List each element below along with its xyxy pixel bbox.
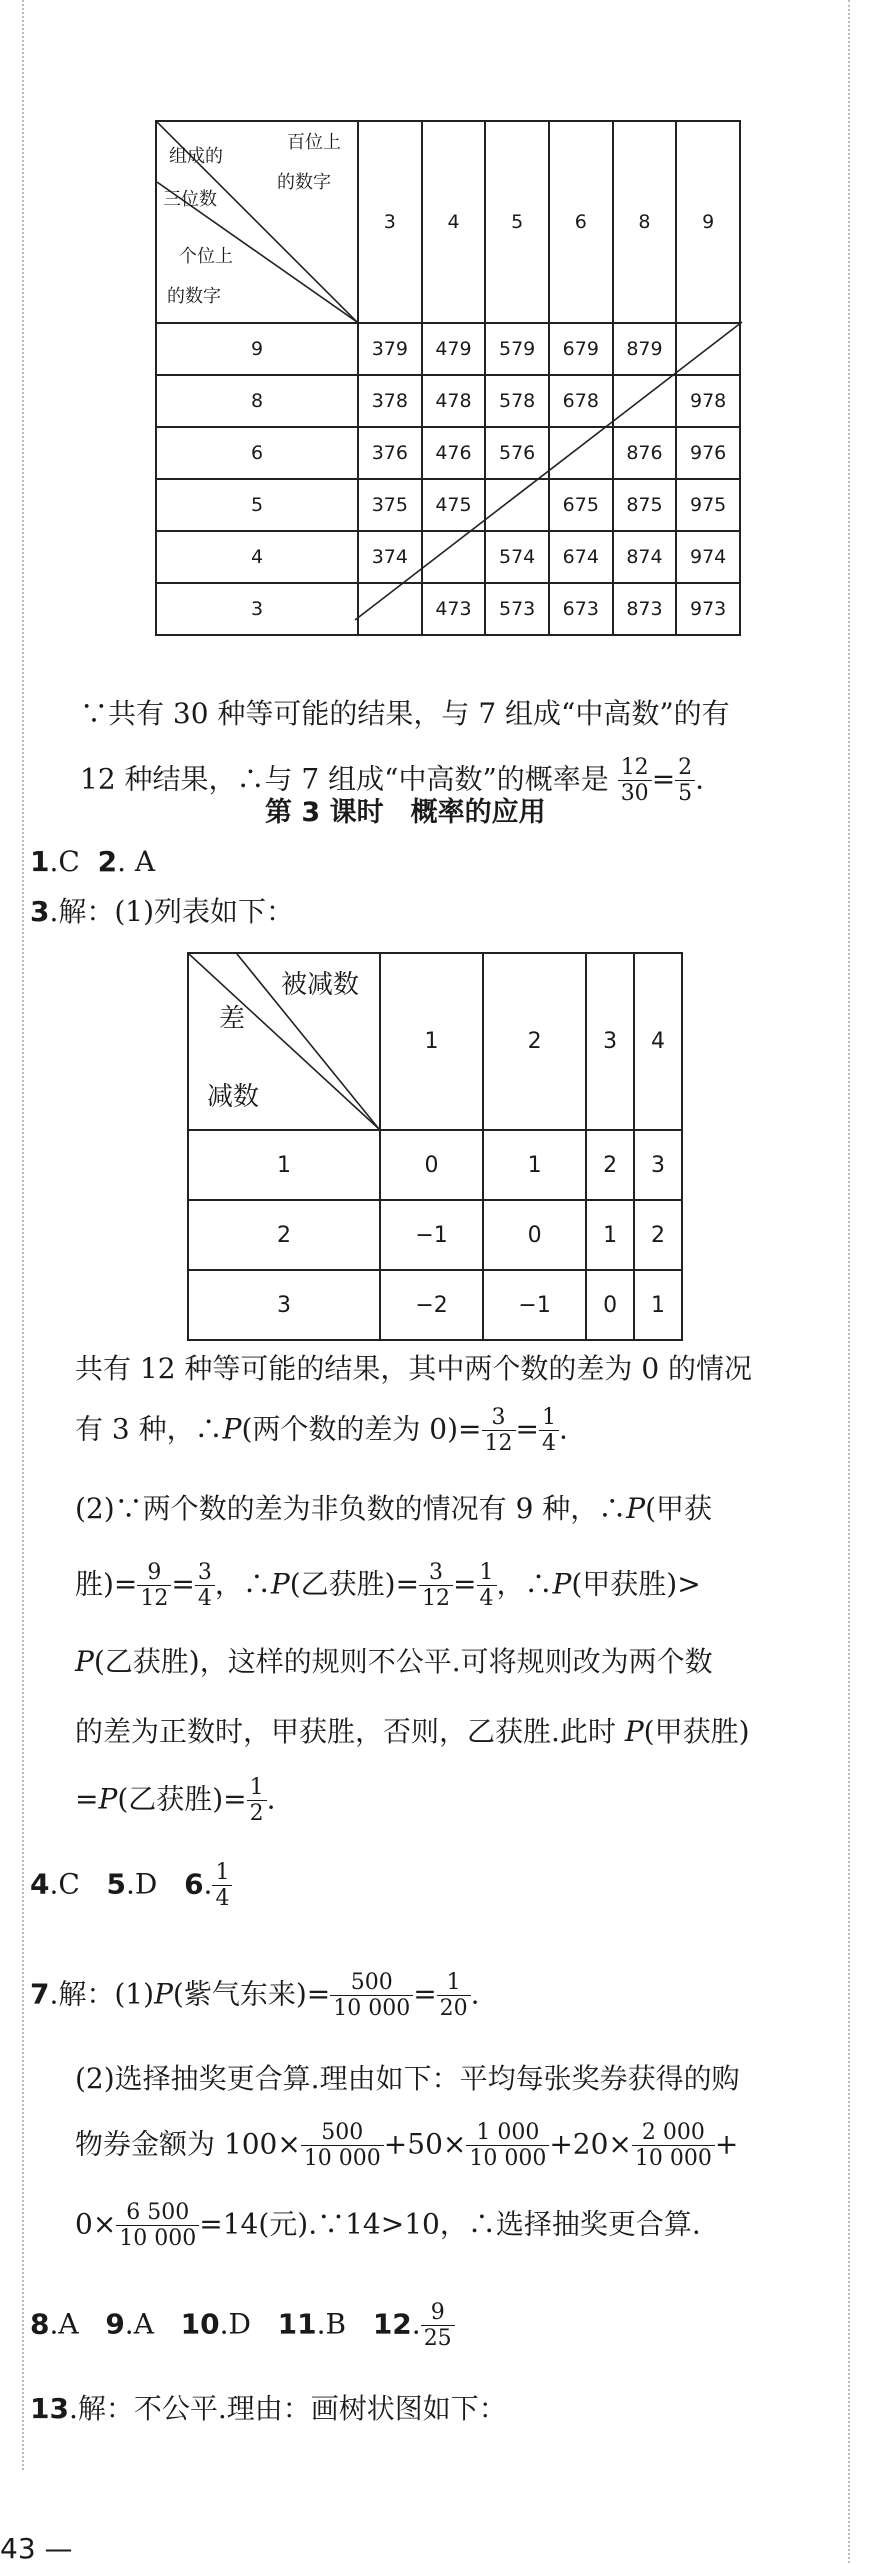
table2-cell: 1 <box>483 1130 586 1200</box>
table2-row <box>188 1130 682 1200</box>
table1-cell: 876 <box>613 427 677 479</box>
probability-symbol: P <box>75 1645 94 1678</box>
page-number: 43 — <box>0 2532 73 2565</box>
table1-row-label: 8 <box>156 375 358 427</box>
equals-sign: = <box>171 1567 195 1601</box>
para1-line1: ∵共有 30 种等可能的结果，与 7 组成“中高数”的有 <box>80 697 730 730</box>
table2-col-header: 3 <box>586 953 634 1130</box>
fraction <box>539 1405 559 1457</box>
difference-table <box>187 952 683 1341</box>
question-number: 6 <box>184 1867 204 1901</box>
table1-cell: 673 <box>549 583 613 635</box>
text: 0× <box>75 2207 117 2241</box>
question-number: 5 <box>106 1867 126 1901</box>
equals-sign: = <box>413 1977 437 2011</box>
para2-line1: 共有 12 种等可能的结果，其中两个数的差为 0 的情况 <box>75 1352 753 1385</box>
numerator: 1 000 <box>466 2120 549 2146</box>
answer: .A <box>49 2307 79 2341</box>
numerator: 3 <box>482 1405 516 1431</box>
fraction <box>330 1970 413 2022</box>
para3-line5 <box>75 1775 276 1827</box>
table2-corner-bot: 减数 <box>207 1082 260 1112</box>
table1-cell: 576 <box>485 427 549 479</box>
denominator: 4 <box>541 1431 556 1457</box>
para3-line4 <box>75 1715 750 1748</box>
question-number: 4 <box>30 1867 50 1901</box>
answers-1-2 <box>30 845 156 878</box>
numerator: 1 <box>477 1560 497 1586</box>
table2-corner-mid: 差 <box>219 1004 246 1034</box>
q3-intro-text: .解：(1)列表如下： <box>49 895 295 928</box>
table2-cell: −1 <box>483 1270 586 1340</box>
table2-col-header: 1 <box>380 953 483 1130</box>
fraction <box>632 2120 715 2172</box>
answer: .D <box>219 2307 251 2341</box>
question-number: 3 <box>30 895 50 928</box>
table1-cell: 573 <box>485 583 549 635</box>
probability-symbol: P <box>552 1567 572 1601</box>
text: 胜)= <box>75 1567 138 1601</box>
table1-cell: 379 <box>358 323 422 375</box>
text: 有 3 种，∴ <box>75 1412 223 1446</box>
question-number: 7 <box>30 1977 50 2011</box>
question-number: 9 <box>105 2307 125 2341</box>
text: (甲获胜) <box>643 1715 750 1748</box>
table2-col-header: 2 <box>483 953 586 1130</box>
table1-cell: 874 <box>613 531 677 583</box>
text: (乙获胜)，这样的规则不公平.可将规则改为两个数 <box>93 1645 713 1678</box>
table1-col-header: 5 <box>485 121 549 323</box>
period: . <box>266 1782 276 1816</box>
fraction <box>477 1560 497 1612</box>
text: (甲获 <box>645 1492 713 1525</box>
text: .解：不公平.理由：画树状图如下： <box>68 2392 507 2425</box>
fraction <box>195 1560 215 1612</box>
question-number: 11 <box>277 2307 317 2341</box>
text: 物券金额为 100× <box>75 2127 301 2161</box>
text: (乙获胜)= <box>289 1567 420 1601</box>
table1-cell: 879 <box>613 323 677 375</box>
numerator: 2 <box>675 755 695 781</box>
denominator: 10 000 <box>469 2146 547 2172</box>
q3-intro <box>30 895 295 928</box>
period: . <box>695 762 705 796</box>
table1-cell: 873 <box>613 583 677 635</box>
period: . <box>470 1977 480 2011</box>
text: .解：(1) <box>49 1977 155 2011</box>
table2-row-label: 2 <box>188 1200 380 1270</box>
table1-cell: 578 <box>485 375 549 427</box>
table1-cell: 478 <box>422 375 486 427</box>
period: . <box>558 1412 568 1446</box>
table1-cell: 978 <box>676 375 740 427</box>
table1-cell: 973 <box>676 583 740 635</box>
table1-corner-mid-2: 三位数 <box>163 189 217 210</box>
text: + <box>714 2127 739 2161</box>
numerator: 2 000 <box>632 2120 715 2146</box>
question-number: 2 <box>97 845 118 878</box>
numerator: 500 <box>330 1970 413 1996</box>
text: 的差为正数时，甲获胜，否则，乙获胜.此时 <box>75 1715 625 1748</box>
fraction <box>247 1775 267 1827</box>
denominator: 30 <box>620 781 649 807</box>
numerator: 1 <box>247 1775 267 1801</box>
table1-cell: 374 <box>358 531 422 583</box>
fraction <box>618 755 652 807</box>
numerator: 9 <box>421 2300 455 2326</box>
text: (乙获胜)= <box>117 1782 247 1816</box>
section-title: 第 3 课时 概率的应用 <box>265 797 546 828</box>
denominator: 12 <box>422 1586 451 1612</box>
numerator: 1 <box>212 1860 232 1886</box>
probability-symbol: P <box>270 1567 290 1601</box>
fraction <box>419 1560 453 1612</box>
table1-cell: 378 <box>358 375 422 427</box>
q7-line3 <box>75 2120 738 2172</box>
para3-line1 <box>75 1492 713 1525</box>
para3-line2 <box>75 1560 701 1612</box>
question-number: 12 <box>372 2307 412 2341</box>
denominator: 10 000 <box>634 2146 712 2172</box>
question-number: 13 <box>30 2392 69 2425</box>
numerator: 3 <box>419 1560 453 1586</box>
table1-corner-bot-1: 个位上 <box>179 246 233 267</box>
table2-cell: 1 <box>634 1270 682 1340</box>
probability-symbol: P <box>626 1492 646 1525</box>
equals-sign: = <box>453 1567 477 1601</box>
para2-line2 <box>75 1405 568 1457</box>
numerator: 500 <box>301 2120 384 2146</box>
answer: .C <box>49 1867 80 1901</box>
text: (2)∵两个数的差为非负数的情况有 9 种，∴ <box>75 1492 627 1525</box>
equals-sign: = <box>651 762 676 796</box>
table1-row-label: 4 <box>156 531 358 583</box>
table2-corner-top: 被减数 <box>281 970 360 1000</box>
table1-row-label: 9 <box>156 323 358 375</box>
table1-cell: 476 <box>422 427 486 479</box>
table1-cell: 574 <box>485 531 549 583</box>
numerator: 1 <box>437 1970 471 1996</box>
table1-cell: 674 <box>549 531 613 583</box>
denominator: 10 000 <box>303 2146 381 2172</box>
answer: .D <box>126 1867 158 1901</box>
text: (紫气东来)= <box>172 1977 331 2011</box>
table1-row-label: 3 <box>156 583 358 635</box>
answers-8-12 <box>30 2300 455 2352</box>
table2-cell: 3 <box>634 1130 682 1200</box>
q13-line <box>30 2392 507 2425</box>
text: =14(元).∵14>10，∴选择抽奖更合算. <box>199 2207 701 2241</box>
table1-cell: 875 <box>613 479 677 531</box>
q7-line4 <box>75 2200 701 2252</box>
numerator: 1 <box>539 1405 559 1431</box>
table1-cell: 976 <box>676 427 740 479</box>
table1-cell: 376 <box>358 427 422 479</box>
table2-row-label: 3 <box>188 1270 380 1340</box>
table1-cell: 475 <box>422 479 486 531</box>
table2-cell: 2 <box>586 1130 634 1200</box>
answer: .B <box>316 2307 347 2341</box>
table1-cell: 974 <box>676 531 740 583</box>
table1-cell: 678 <box>549 375 613 427</box>
table1-cell: 579 <box>485 323 549 375</box>
denominator: 2 <box>249 1801 264 1827</box>
table1-col-header: 8 <box>613 121 677 323</box>
equals-sign: = <box>515 1412 539 1446</box>
table2-col-header: 4 <box>634 953 682 1130</box>
answer: . A <box>117 845 156 878</box>
table1-cell: 375 <box>358 479 422 531</box>
denominator: 10 000 <box>333 1996 411 2022</box>
answer: .C <box>49 845 80 878</box>
answer: .A <box>124 2307 154 2341</box>
table2-cell: −1 <box>380 1200 483 1270</box>
text: = <box>75 1782 99 1816</box>
fraction <box>212 1860 232 1912</box>
table2-cell: 0 <box>483 1200 586 1270</box>
table1-col-header: 3 <box>358 121 422 323</box>
denominator: 25 <box>423 2326 452 2352</box>
fraction <box>137 1560 171 1612</box>
table2-row <box>188 1200 682 1270</box>
numerator: 9 <box>137 1560 171 1586</box>
q7-line2: (2)选择抽奖更合算.理由如下：平均每张奖券获得的购 <box>75 2062 740 2095</box>
table1-empty-diagonal <box>0 0 870 650</box>
table2-cell: 2 <box>634 1200 682 1270</box>
q7-line1 <box>30 1970 480 2022</box>
table1-corner-bot-2: 的数字 <box>167 286 221 307</box>
fraction <box>675 755 695 807</box>
fraction <box>116 2200 199 2252</box>
numerator: 12 <box>618 755 652 781</box>
denominator: 4 <box>215 1886 230 1912</box>
answers-4-6 <box>30 1860 232 1912</box>
answer: . <box>411 2307 421 2341</box>
question-number: 8 <box>30 2307 50 2341</box>
question-number: 1 <box>30 845 50 878</box>
text: ，∴ <box>496 1567 553 1601</box>
para3-line3 <box>75 1645 713 1678</box>
text: +50× <box>383 2127 467 2161</box>
table1-cell: 675 <box>549 479 613 531</box>
table1-corner-mid-1: 组成的 <box>169 146 223 167</box>
table1-col-header: 9 <box>676 121 740 323</box>
table2-cell: 0 <box>586 1270 634 1340</box>
denominator: 5 <box>678 781 693 807</box>
denominator: 12 <box>140 1586 169 1612</box>
denominator: 20 <box>439 1996 468 2022</box>
numerator: 6 500 <box>116 2200 199 2226</box>
denominator: 10 000 <box>119 2226 197 2252</box>
table1-row-label: 5 <box>156 479 358 531</box>
answer: . <box>203 1867 213 1901</box>
table1-corner-top-1: 百位上 <box>287 132 341 153</box>
denominator: 4 <box>479 1586 494 1612</box>
probability-symbol: P <box>624 1715 644 1748</box>
table1-col-header: 6 <box>549 121 613 323</box>
table1-cell: 473 <box>422 583 486 635</box>
numerator: 3 <box>195 1560 215 1586</box>
table1-cell: 479 <box>422 323 486 375</box>
table1-cell: 975 <box>676 479 740 531</box>
text: (甲获胜)> <box>571 1567 701 1601</box>
table1-col-header: 4 <box>422 121 486 323</box>
text: (两个数的差为 0)= <box>241 1412 482 1446</box>
para1-line2-text: 12 种结果，∴与 7 组成“中高数”的概率是 <box>80 762 609 796</box>
table2-cell: −2 <box>380 1270 483 1340</box>
question-number: 10 <box>180 2307 220 2341</box>
fraction <box>301 2120 384 2172</box>
text: +20× <box>549 2127 632 2161</box>
table2-cell: 0 <box>380 1130 483 1200</box>
probability-symbol: P <box>98 1782 118 1816</box>
table1-corner-top-2: 的数字 <box>277 172 331 193</box>
table2-cell: 1 <box>586 1200 634 1270</box>
fraction <box>421 2300 455 2352</box>
probability-symbol: P <box>222 1412 242 1446</box>
table1-cell: 679 <box>549 323 613 375</box>
fraction <box>466 2120 549 2172</box>
fraction <box>437 1970 471 2022</box>
probability-symbol: P <box>154 1977 173 2011</box>
table1-row-label: 6 <box>156 427 358 479</box>
text: ，∴ <box>214 1567 271 1601</box>
fraction <box>482 1405 516 1457</box>
table2-corner-cell <box>188 953 380 1130</box>
table2-row-label: 1 <box>188 1130 380 1200</box>
table2-row <box>188 1270 682 1340</box>
denominator: 4 <box>197 1586 212 1612</box>
denominator: 12 <box>484 1431 513 1457</box>
